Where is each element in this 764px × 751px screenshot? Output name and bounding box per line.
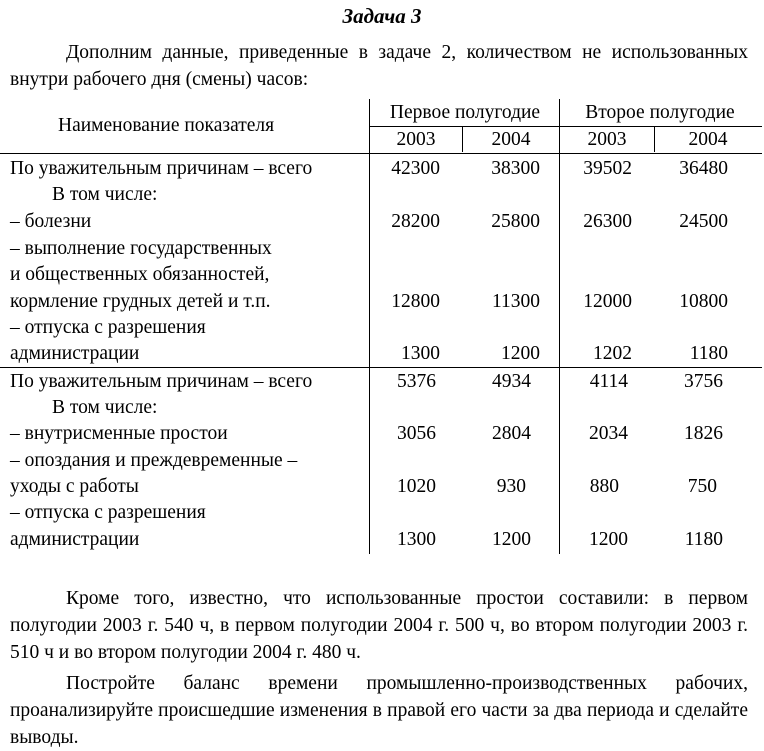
row-value: 1200 [501,343,540,364]
header-first-half: Первое полугодие [389,102,541,123]
row-value: 1020 [397,476,436,497]
row-value: 39502 [583,158,632,179]
row-value: 1180 [689,343,728,364]
row-value: 26300 [583,211,632,232]
row-label: администрации [10,529,140,550]
row-value: 750 [687,476,717,497]
row-value: 5376 [397,371,436,392]
row-value: 2034 [589,423,628,444]
row-value: 880 [589,476,619,497]
row-value: 10800 [679,291,728,312]
row-value: 24500 [679,211,728,232]
row-value: 1200 [589,529,628,550]
row-subheading: В том числе: [52,397,158,418]
row-value: 1202 [593,343,632,364]
row-value: 1826 [684,423,723,444]
row-label: По уважительным причинам – всего [10,371,313,392]
row-value: 42300 [391,158,440,179]
intro-text: Дополним данные, приведенные в задаче 2, количеством не использованных внутри рабочего дня (смены) часов: [10,42,748,90]
row-label: администрации [10,343,140,364]
header-year: 2003 [587,129,627,150]
header-year: 2004 [491,129,531,150]
row-label: По уважительным причинам – всего [10,158,313,179]
hours-table [0,99,764,554]
row-label: – отпуска с разрешения [10,317,206,338]
row-value: 1180 [684,529,723,550]
header-second-half: Второе полугодие [585,102,735,123]
row-value: 4114 [589,371,628,392]
row-value: 2804 [492,423,531,444]
intro-paragraph [10,39,748,93]
row-label: уходы с работы [10,476,139,497]
row-value: 1300 [401,343,440,364]
row-value: 12000 [583,291,632,312]
row-label: – отпуска с разрешения [10,502,206,523]
row-label: и общественных обязанностей, [10,264,270,285]
row-value: 38300 [491,158,540,179]
row-label: – опоздания и преждевременные – [10,450,298,471]
header-indicator-name: Наименование показателя [58,115,275,136]
row-value: 28200 [391,211,440,232]
header-year: 2003 [396,129,436,150]
row-value: 11300 [491,291,540,312]
closing-text [10,585,748,751]
row-value: 1300 [397,529,436,550]
row-subheading: В том числе: [52,184,158,205]
row-label: кормление грудных детей и т.п. [10,291,271,312]
row-value: 25800 [491,211,540,232]
row-value: 36480 [679,158,728,179]
row-value: 4934 [492,371,531,392]
header-year: 2004 [688,129,728,150]
row-value: 1200 [492,529,531,550]
row-value: 930 [496,476,526,497]
row-label: – болезни [10,211,92,232]
row-value: 12800 [391,291,440,312]
row-value: 3056 [397,423,436,444]
closing-paragraph: Кроме того, известно, что использованные простои составили: в первом полугодии 2003 г. 540 ч, в первом полугодии 2004 г. 500 ч, во втором полугодии 2003 г. 510 ч и во втором полугодии 2004 г. 480 ч. [10,588,748,663]
closing-paragraph: Постройте баланс времени промышленно-производственных рабочих, проанализируйте происшедшие изменения в правой его части за два периода и сделайте выводы. [10,673,748,748]
task-title: Задача 3 [342,4,422,28]
row-label: – внутрисменные простои [10,423,228,444]
row-value: 3756 [684,371,723,392]
row-label: – выполнение государственных [10,238,272,259]
